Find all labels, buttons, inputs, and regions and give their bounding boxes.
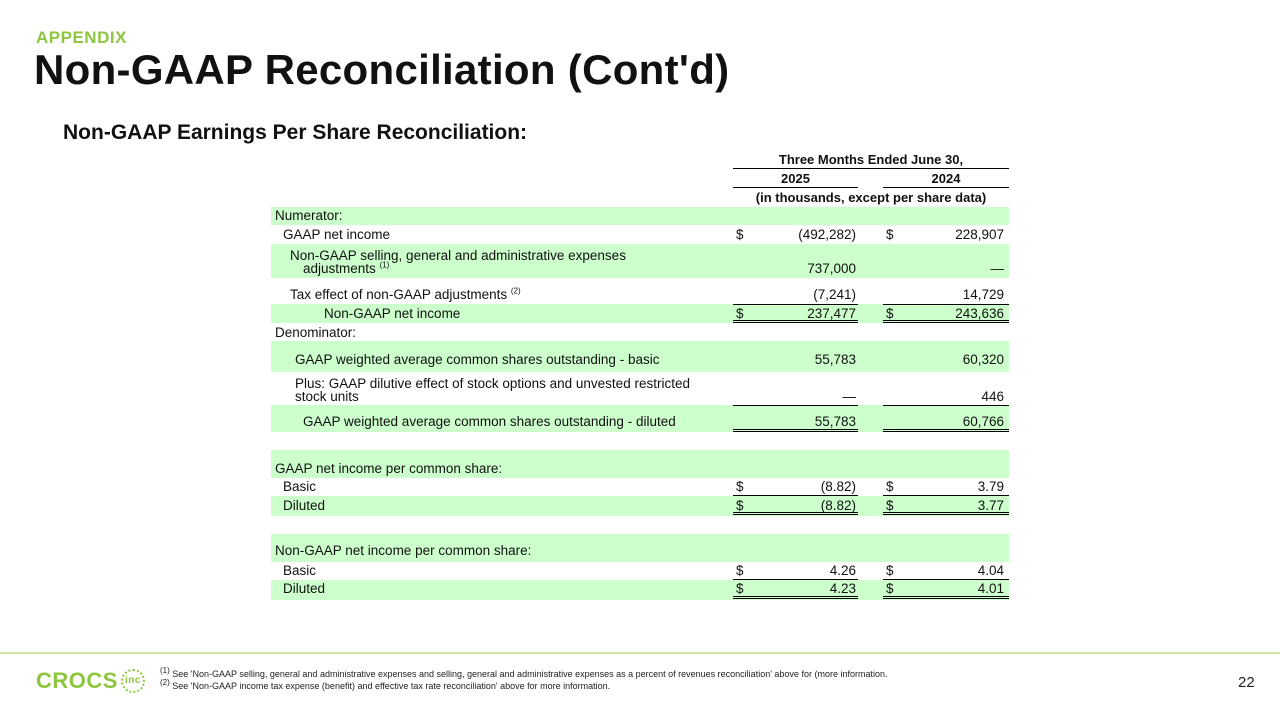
nongaap-eps-diluted-row xyxy=(271,580,1009,600)
row-label: Basic xyxy=(283,563,317,578)
row-label-line1: Plus: GAAP dilutive effect of stock options and unvested restricted xyxy=(295,376,690,391)
gaap-eps-label: GAAP net income per common share: xyxy=(275,461,503,476)
currency-symbol: $ xyxy=(736,479,744,494)
value-2024: 60,766 xyxy=(962,414,1004,429)
currency-symbol: $ xyxy=(736,563,744,578)
currency-symbol: $ xyxy=(736,227,744,242)
logo-inc-badge: inc xyxy=(121,669,145,693)
shares-basic-row xyxy=(271,341,1009,372)
value-2025: (8.82) xyxy=(820,479,856,494)
value-2024: 60,320 xyxy=(962,352,1004,367)
gaap-eps-basic-row xyxy=(271,478,1009,496)
footnote-marker: (1) xyxy=(379,260,390,270)
currency-symbol: $ xyxy=(886,581,894,596)
tax-effect-row xyxy=(271,278,1009,304)
gaap-net-income-row xyxy=(271,225,1009,244)
value-2024: 3.77 xyxy=(977,498,1004,513)
value-2024: 243,636 xyxy=(955,306,1004,321)
value-2024: — xyxy=(990,261,1004,276)
numerator-label: Numerator: xyxy=(275,208,343,223)
row-label-line1: Non-GAAP selling, general and administrative expenses xyxy=(290,248,626,263)
currency-symbol: $ xyxy=(736,581,744,596)
footer-divider xyxy=(0,652,1280,654)
footnote-marker: (2) xyxy=(510,286,521,296)
currency-symbol: $ xyxy=(886,479,894,494)
value-2024: 228,907 xyxy=(955,227,1004,242)
period-header: Three Months Ended June 30, xyxy=(733,152,1009,169)
nongaap-eps-basic-row xyxy=(271,562,1009,580)
value-2025: — xyxy=(842,389,856,404)
row-label: GAAP net income xyxy=(283,227,391,242)
nongaap-eps-label: Non-GAAP net income per common share: xyxy=(275,543,532,558)
nongaap-eps-header-row xyxy=(271,534,1009,562)
row-label: GAAP weighted average common shares outstanding - basic xyxy=(295,352,660,367)
value-2025: 737,000 xyxy=(807,261,856,276)
value-2025: (492,282) xyxy=(798,227,856,242)
currency-symbol: $ xyxy=(886,498,894,513)
section-label: APPENDIX xyxy=(36,28,127,47)
value-2025: (8.82) xyxy=(820,498,856,513)
value-2025: 237,477 xyxy=(807,306,856,321)
value-2024: 4.01 xyxy=(977,581,1004,596)
footnotes xyxy=(160,666,888,692)
denominator-label: Denominator: xyxy=(275,325,357,340)
table-subtitle: Non-GAAP Earnings Per Share Reconciliation: xyxy=(63,121,528,144)
page-title: Non-GAAP Reconciliation (Cont'd) xyxy=(34,46,730,93)
numerator-row xyxy=(271,207,1009,225)
row-label: Diluted xyxy=(283,581,326,596)
currency-symbol: $ xyxy=(886,563,894,578)
currency-symbol: $ xyxy=(886,306,894,321)
page-number: 22 xyxy=(1238,674,1255,691)
value-2025: (7,241) xyxy=(813,287,856,302)
row-label: Diluted xyxy=(283,498,326,513)
sga-adjustments-row xyxy=(271,244,1009,278)
currency-symbol: $ xyxy=(736,498,744,513)
currency-symbol: $ xyxy=(886,227,894,242)
logo-text: CROCS xyxy=(36,668,118,693)
currency-symbol: $ xyxy=(736,306,744,321)
row-label: Tax effect of non-GAAP adjustments $^{(2)}$ xyxy=(290,286,521,302)
units-header: (in thousands, except per share data) xyxy=(755,190,987,205)
value-2025: 55,783 xyxy=(814,352,856,367)
row-label: GAAP weighted average common shares outstanding - diluted xyxy=(303,414,676,429)
dilutive-effect-row xyxy=(271,372,1009,405)
value-2025: 4.26 xyxy=(829,563,856,578)
year-2024-header: 2024 xyxy=(883,171,1009,188)
gaap-eps-header-row xyxy=(271,450,1009,478)
footnote-2: (2) See 'Non-GAAP income tax expense (benefit) and effective tax rate reconciliation' above for more information. xyxy=(160,677,611,691)
footnote-1: (1) See 'Non-GAAP selling, general and administrative expenses and selling, general and administrative expenses as a percent of revenues reconciliation' above for (more information. xyxy=(160,666,888,679)
value-2025: 4.23 xyxy=(829,581,856,596)
shares-diluted-row xyxy=(271,405,1009,432)
gaap-eps-diluted-row xyxy=(271,496,1009,516)
row-label: Non-GAAP net income xyxy=(324,306,461,321)
year-2025-header: 2025 xyxy=(733,171,858,188)
row-label: Basic xyxy=(283,479,317,494)
row-label-line2: adjustments $^{(1)}$ xyxy=(303,260,390,276)
row-label-line2: stock units xyxy=(295,389,359,404)
nongaap-net-income-row xyxy=(271,304,1009,323)
crocs-logo xyxy=(36,668,145,694)
denominator-row xyxy=(271,323,1009,341)
value-2024: 3.79 xyxy=(977,479,1004,494)
value-2024: 4.04 xyxy=(977,563,1004,578)
value-2024: 446 xyxy=(981,389,1004,404)
value-2025: 55,783 xyxy=(814,414,856,429)
value-2024: 14,729 xyxy=(962,287,1004,302)
